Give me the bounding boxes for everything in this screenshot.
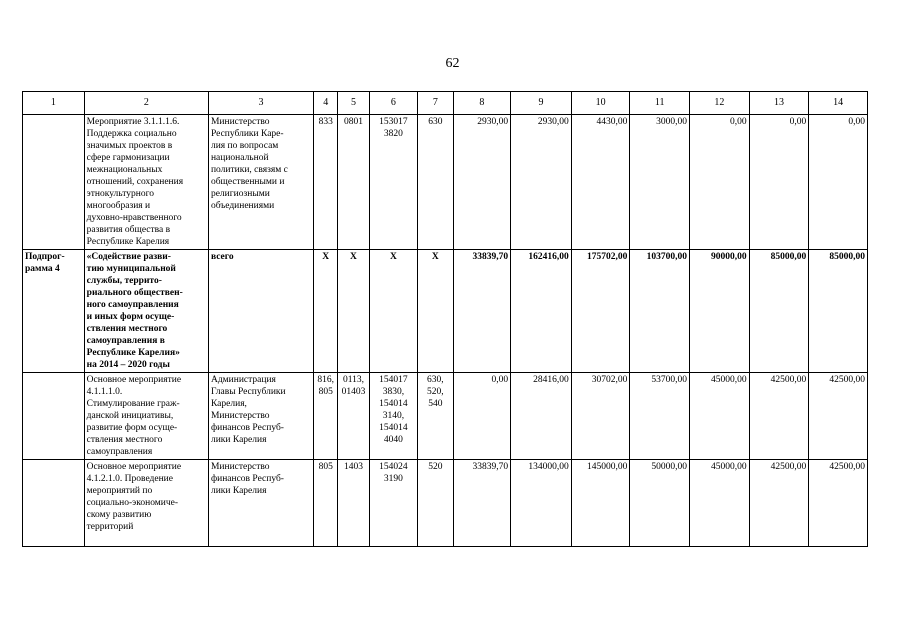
header-cell: 3 bbox=[208, 92, 313, 115]
value-cell: 42500,00 bbox=[749, 460, 809, 547]
section-code-cell: Х bbox=[338, 250, 369, 373]
header-cell: 9 bbox=[511, 92, 572, 115]
executor-cell: Администрация Главы Республики Карелия, Министерство финансов Респуб- лики Карелия bbox=[208, 373, 313, 460]
value-cell: 145000,00 bbox=[571, 460, 630, 547]
measure-name-cell: «Содействие разви- тию муниципальной службы, террито- риального обществен- ного самоуправления и иных форм осуще- ствления местного самоуправления в Республике Карелия» на 2014 – 2020 годы bbox=[84, 250, 208, 373]
value-cell: 85000,00 bbox=[809, 250, 868, 373]
table-row bbox=[23, 250, 868, 373]
value-cell: 3000,00 bbox=[630, 115, 690, 250]
header-cell: 6 bbox=[369, 92, 418, 115]
value-cell: 162416,00 bbox=[511, 250, 572, 373]
value-cell: 50000,00 bbox=[630, 460, 690, 547]
program-cell bbox=[23, 373, 85, 460]
header-cell: 2 bbox=[84, 92, 208, 115]
value-cell: 134000,00 bbox=[511, 460, 572, 547]
section-code-cell: 0113, 01403 bbox=[338, 373, 369, 460]
value-cell: 45000,00 bbox=[690, 460, 750, 547]
header-cell: 7 bbox=[418, 92, 453, 115]
value-cell: 0,00 bbox=[809, 115, 868, 250]
expense-type-cell: 520 bbox=[418, 460, 453, 547]
value-cell: 2930,00 bbox=[453, 115, 511, 250]
grbs-code-cell: 833 bbox=[314, 115, 338, 250]
header-row bbox=[23, 92, 868, 115]
header-cell: 14 bbox=[809, 92, 868, 115]
target-article-cell: 154017 3830, 154014 3140, 154014 4040 bbox=[369, 373, 418, 460]
header-cell: 8 bbox=[453, 92, 511, 115]
header-cell: 4 bbox=[314, 92, 338, 115]
expense-type-cell: 630, 520, 540 bbox=[418, 373, 453, 460]
value-cell: 42500,00 bbox=[749, 373, 809, 460]
budget-table bbox=[22, 91, 868, 547]
table-row bbox=[23, 115, 868, 250]
value-cell: 53700,00 bbox=[630, 373, 690, 460]
value-cell: 0,00 bbox=[690, 115, 750, 250]
executor-cell: Министерство Республики Каре- лия по вопросам национальной политики, связям с общественными и религиозными объединениями bbox=[208, 115, 313, 250]
value-cell: 45000,00 bbox=[690, 373, 750, 460]
measure-name-cell: Мероприятие 3.1.1.1.6. Поддержка социально значимых проектов в сфере гармонизации межнациональных отношений, сохранения этнокультурного многообразия и духовно-нравственного развития общества в Республике Карелия bbox=[84, 115, 208, 250]
value-cell: 175702,00 bbox=[571, 250, 630, 373]
table-row bbox=[23, 373, 868, 460]
header-cell: 5 bbox=[338, 92, 369, 115]
header-cell: 13 bbox=[749, 92, 809, 115]
target-article-cell: 153017 3820 bbox=[369, 115, 418, 250]
value-cell: 0,00 bbox=[749, 115, 809, 250]
section-code-cell: 0801 bbox=[338, 115, 369, 250]
value-cell: 0,00 bbox=[453, 373, 511, 460]
grbs-code-cell: Х bbox=[314, 250, 338, 373]
value-cell: 33839,70 bbox=[453, 460, 511, 547]
value-cell: 42500,00 bbox=[809, 460, 868, 547]
grbs-code-cell: 816, 805 bbox=[314, 373, 338, 460]
table-row bbox=[23, 460, 868, 547]
expense-type-cell: 630 bbox=[418, 115, 453, 250]
value-cell: 30702,00 bbox=[571, 373, 630, 460]
page-number: 62 bbox=[445, 56, 460, 71]
value-cell: 2930,00 bbox=[511, 115, 572, 250]
header-cell: 10 bbox=[571, 92, 630, 115]
header-cell: 12 bbox=[690, 92, 750, 115]
value-cell: 33839,70 bbox=[453, 250, 511, 373]
value-cell: 85000,00 bbox=[749, 250, 809, 373]
value-cell: 4430,00 bbox=[571, 115, 630, 250]
section-code-cell: 1403 bbox=[338, 460, 369, 547]
program-cell bbox=[23, 115, 85, 250]
target-article-cell: Х bbox=[369, 250, 418, 373]
header-cell: 11 bbox=[630, 92, 690, 115]
program-cell bbox=[23, 460, 85, 547]
measure-name-cell: Основное мероприятие 4.1.1.1.0. Стимулирование граж- данской инициативы, развитие форм осуще- ствления местного самоуправления bbox=[84, 373, 208, 460]
value-cell: 28416,00 bbox=[511, 373, 572, 460]
program-cell: Подпрог- рамма 4 bbox=[23, 250, 85, 373]
value-cell: 42500,00 bbox=[809, 373, 868, 460]
header-cell: 1 bbox=[23, 92, 85, 115]
value-cell: 90000,00 bbox=[690, 250, 750, 373]
expense-type-cell: Х bbox=[418, 250, 453, 373]
target-article-cell: 154024 3190 bbox=[369, 460, 418, 547]
executor-cell: всего bbox=[208, 250, 313, 373]
grbs-code-cell: 805 bbox=[314, 460, 338, 547]
measure-name-cell: Основное мероприятие 4.1.2.1.0. Проведение мероприятий по социально-экономиче- скому развитию территорий bbox=[84, 460, 208, 547]
executor-cell: Министерство финансов Респуб- лики Карелия bbox=[208, 460, 313, 547]
value-cell: 103700,00 bbox=[630, 250, 690, 373]
